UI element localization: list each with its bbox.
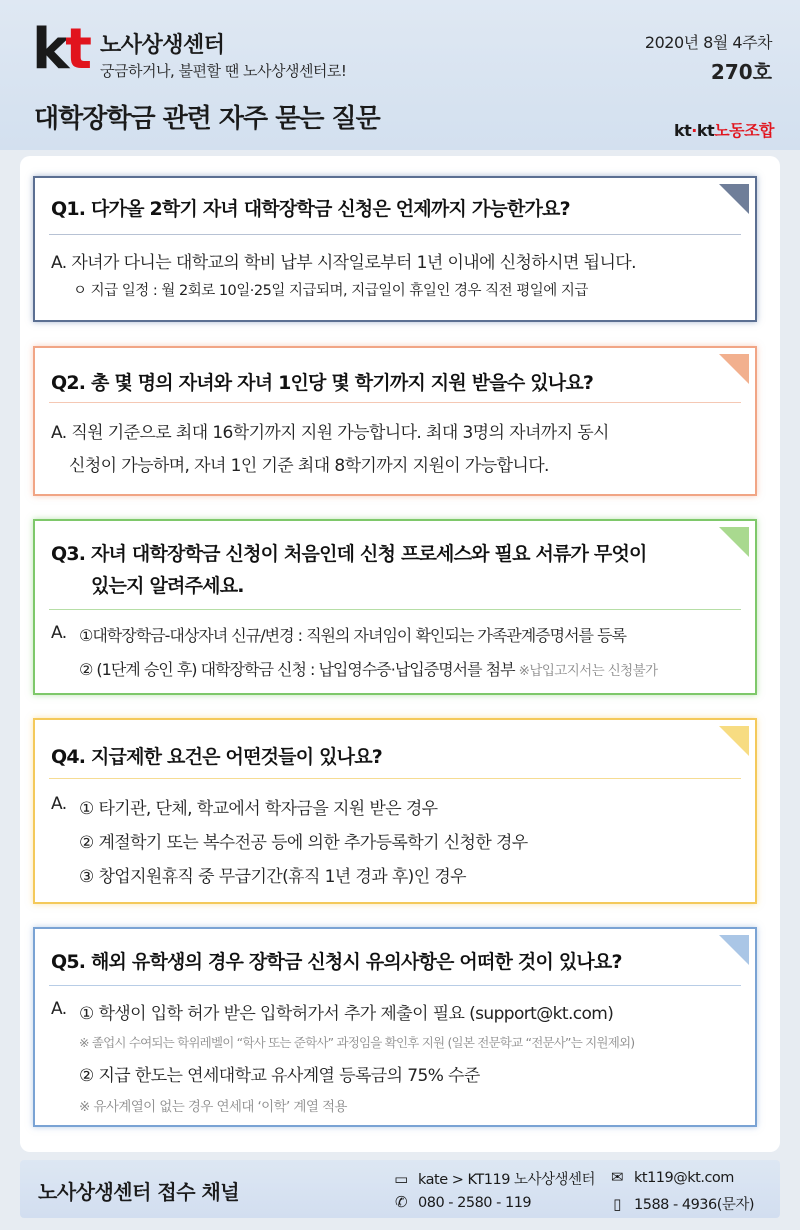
answer-q3-item1: ①대학장학금-대상자녀 신규/변경 : 직원의 자녀임이 확인되는 가족관계증명서를 등록: [79, 626, 627, 645]
mail-icon: ✉: [610, 1168, 624, 1186]
question-q2: Q2. 총 몇 명의 자녀와 자녀 1인당 몇 학기까지 지원 받을수 있나요?: [51, 372, 594, 394]
corner-fold-icon: [719, 184, 749, 214]
answer-q3-item2: [79, 657, 658, 680]
answer-q5-item2: ② 지급 한도는 연세대학교 유사계열 등록금의 75% 수준: [79, 1066, 480, 1086]
header: [0, 0, 800, 150]
kt-logo: [32, 17, 89, 82]
answer-q2-line2: 신청이 가능하며, 자녀 1인 기준 최대 8학기까지 지원이 가능합니다.: [69, 456, 549, 476]
union-logo-kt: kt: [674, 121, 692, 140]
answer-q1-detail: ㅇ 지급 일정 : 월 2회로 10일·25일 지급되며, 지급일이 휴일인 경우 직전 평일에 지급: [73, 283, 588, 299]
answer-label: A.: [51, 999, 67, 1019]
faq-card-q3: [33, 519, 757, 695]
page-title: 대학장학금 관련 자주 묻는 질문: [34, 104, 380, 134]
footer: [20, 1160, 780, 1218]
mobile-icon: ▯: [613, 1195, 621, 1213]
channel-sms-text: 1588 - 4936(문자): [634, 1197, 755, 1213]
corner-fold-icon: [719, 354, 749, 384]
logo-letter-t: t: [65, 17, 89, 82]
channel-email-text: kt119@kt.com: [634, 1170, 734, 1186]
center-name: 노사상생센터: [100, 33, 225, 58]
footer-title: 노사상생센터 접수 채널: [38, 1180, 240, 1204]
answer-label: A.: [51, 623, 67, 643]
answer-q3-item2-text: ② (1단계 승인 후) 대학장학금 신청 : 납입영수증·납입증명서를 첨부: [79, 660, 515, 679]
answer-q3-item2-note: ※납입고지서는 신청불가: [518, 663, 658, 679]
channel-email: [608, 1168, 734, 1186]
answer-label: A.: [51, 794, 67, 814]
monitor-icon: ▭: [394, 1170, 408, 1188]
phone-icon: ✆: [394, 1193, 408, 1211]
channel-sms: [608, 1193, 754, 1214]
divider: [49, 234, 741, 235]
answer-q5-item1: ① 학생이 입학 허가 받은 입학허가서 추가 제출이 필요 (support@kt.com): [79, 1004, 614, 1024]
answer-q4-item1: ① 타기관, 단체, 학교에서 학자금을 지원 받은 경우: [79, 799, 438, 819]
issue-number: 270호: [710, 60, 772, 84]
answer-q5-note2: ※ 유사계열이 없는 경우 연세대 ‘이학’ 계열 적용: [79, 1099, 347, 1115]
union-logo-name: 노동조합: [714, 121, 774, 140]
question-q3-line2: 있는지 알려주세요.: [91, 575, 244, 597]
union-logo-kt2: kt: [696, 121, 715, 140]
question-q1: Q1. 다가올 2학기 자녀 대학장학금 신청은 언제까지 가능한가요?: [51, 198, 570, 220]
question-q3-line1: Q3. 자녀 대학장학금 신청이 처음인데 신청 프로세스와 필요 서류가 무엇이: [51, 543, 647, 565]
faq-card-q1: [33, 176, 757, 322]
channel-web-text: kate > KT119 노사상생센터: [418, 1172, 596, 1188]
corner-fold-icon: [719, 726, 749, 756]
answer-q2-line1: A. 직원 기준으로 최대 16학기까지 지원 가능합니다. 최대 3명의 자녀까지 동시: [51, 423, 609, 443]
faq-card-q2: [33, 346, 757, 496]
union-logo-dot: ·: [691, 121, 697, 140]
divider: [49, 609, 741, 610]
corner-fold-icon: [719, 527, 749, 557]
faq-card-q4: [33, 718, 757, 904]
faq-card-q5: [33, 927, 757, 1127]
divider: [49, 402, 741, 403]
channel-web: [392, 1168, 595, 1189]
answer-q1: A. 자녀가 다니는 대학교의 학비 납부 시작일로부터 1년 이내에 신청하시면 됩니다.: [51, 253, 636, 273]
union-logo: [674, 118, 774, 141]
divider: [49, 778, 741, 779]
channel-phone: [392, 1193, 531, 1211]
divider: [49, 985, 741, 986]
question-q4: Q4. 지급제한 요건은 어떤것들이 있나요?: [51, 746, 382, 768]
corner-fold-icon: [719, 935, 749, 965]
answer-q4-item2: ② 계절학기 또는 복수전공 등에 의한 추가등록학기 신청한 경우: [79, 833, 528, 853]
answer-q5-note1: ※ 졸업시 수여되는 학위레벨이 “학사 또는 준학사” 과정임을 확인후 지원 (일본 전문학교 “전문사”는 지원제외): [79, 1035, 635, 1050]
question-q5: Q5. 해외 유학생의 경우 장학금 신청시 유의사항은 어떠한 것이 있나요?: [51, 951, 622, 973]
channel-phone-text: 080 - 2580 - 119: [418, 1195, 532, 1211]
center-slogan: 궁금하거나, 불편할 땐 노사상생센터로!: [100, 62, 347, 80]
issue-date: 2020년 8월 4주차: [644, 33, 772, 52]
answer-q4-item3: ③ 창업지원휴직 중 무급기간(휴직 1년 경과 후)인 경우: [79, 867, 466, 887]
logo-letter-k: k: [32, 17, 66, 82]
